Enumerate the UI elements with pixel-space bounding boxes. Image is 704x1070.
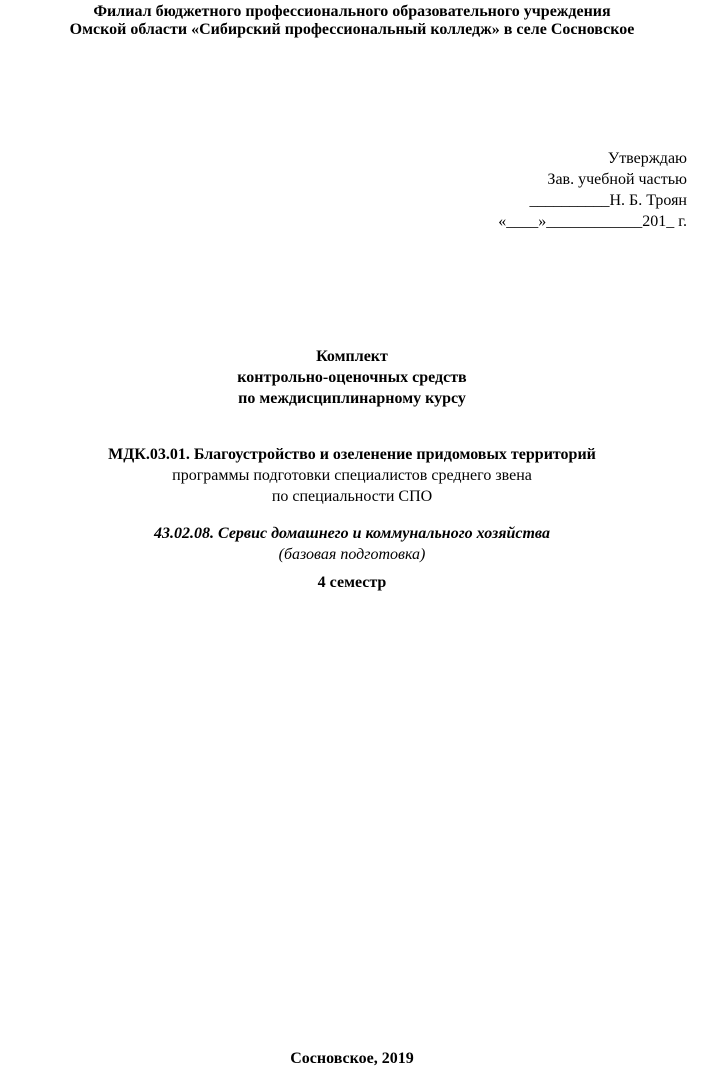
course-name: МДК.03.01. Благоустройство и озеленение придомовых территорий	[108, 446, 596, 463]
approval-date: «____»____________201_ г.	[498, 213, 687, 230]
approval-heading: Утверждаю	[607, 150, 687, 167]
document-title-line-2: контрольно-оценочных средств	[237, 369, 467, 386]
approval-position: Зав. учебной частью	[547, 171, 687, 188]
institution-name-line-2: Омской области «Сибирский профессиональный колледж» в селе Сосновское	[69, 21, 635, 38]
specialty-code-name: 43.02.08. Сервис домашнего и коммунального хозяйства	[154, 525, 550, 542]
place-and-year: Сосновское, 2019	[290, 1050, 414, 1067]
semester: 4 семестр	[317, 574, 387, 591]
training-level: (базовая подготовка)	[278, 546, 426, 563]
program-description: программы подготовки специалистов среднего звена	[172, 467, 532, 484]
document-title-line-3: по междисциплинарному курсу	[238, 390, 466, 407]
institution-name-line-1: Филиал бюджетного профессионального образовательного учреждения	[93, 3, 611, 20]
document-title-line-1: Комплект	[316, 348, 388, 365]
approval-signature: __________Н. Б. Троян	[529, 192, 687, 209]
specialty-label: по специальности СПО	[271, 488, 433, 505]
